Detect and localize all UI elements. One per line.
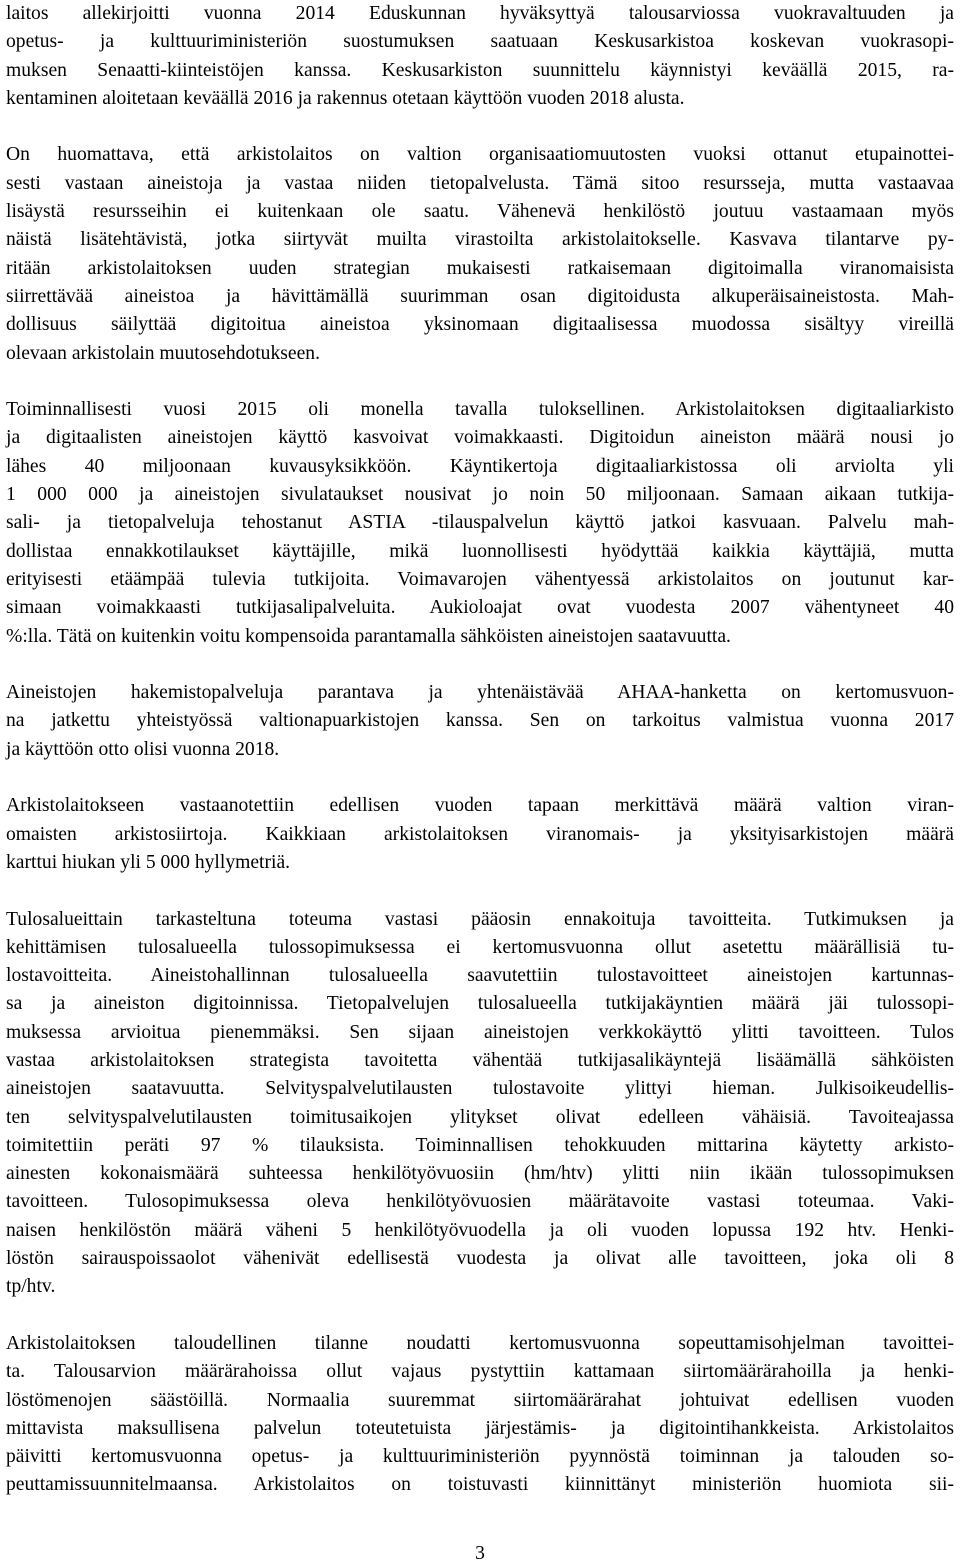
text-line: kehittämisen tulosalueella tulossopimuksessa ei kertomusvuonna ollut asetettu määrällisiä tu-: [6, 936, 954, 958]
text-line: päivitti kertomusvuonna opetus- ja kulttuuriministeriön pyynnöstä toiminnan ja talouden so-: [6, 1446, 954, 1468]
text-line: naisen henkilöstön määrä väheni 5 henkilötyövuodella ja oli vuoden lopussa 192 htv. Henki-: [6, 1219, 954, 1241]
text-line: omaisten arkistosiirtoja. Kaikkiaan arkistolaitoksen viranomais- ja yksityisarkistojen määrä: [6, 823, 954, 845]
text-line: toimitettiin peräti 97 % tilauksista. Toiminnallisen tehokkuuden mittarina käytetty arkisto-: [6, 1134, 954, 1156]
text-line: lostavoitteita. Aineistohallinnan tulosalueella saavutettiin tulostavoitteet aineistojen kartunnas-: [6, 965, 954, 987]
text-line: 1 000 000 ja aineistojen sivulataukset nousivat jo noin 50 miljoonaan. Samaan aikaan tutkija-: [6, 484, 954, 506]
text-line: Arkistolaitoksen taloudellinen tilanne noudatti kertomusvuonna sopeuttamisohjelman tavoittei-: [6, 1332, 954, 1354]
text-line: muksen Senaatti-kiinteistöjen kanssa. Keskusarkiston suunnittelu käynnistyi keväällä 2015, ra-: [6, 59, 954, 81]
text-line: Aineistojen hakemistopalveluja parantava ja yhtenäistävää AHAA-hanketta on kertomusvuon-: [6, 682, 954, 704]
text-line: sali- ja tietopalveluja tehostanut ASTIA -tilauspalvelun käyttö jatkoi kasvuaan. Palvelu mah-: [6, 512, 954, 534]
text-line: ja käyttöön otto olisi vuonna 2018.: [6, 738, 280, 760]
text-line: erityisesti etäämpää tulevia tutkijoita. Voimavarojen vähentyessä arkistolaitos on joutunut kar-: [6, 568, 954, 590]
text-line: On huomattava, että arkistolaitos on valtion organisaatiomuutosten vuoksi ottanut etupainottei-: [6, 144, 954, 166]
paragraph-gap: [6, 368, 954, 396]
paragraph-gap: [6, 877, 954, 905]
paragraph: [6, 0, 954, 113]
text-line: aineistojen saatavuutta. Selvityspalvelutilausten tulostavoite ylittyi hieman. Julkisoikeudellis-: [6, 1078, 954, 1100]
text-line: peuttamissuunnitelmaansa. Arkistolaitos on toistuvasti kiinnittänyt ministeriön huomiota sii-: [6, 1474, 954, 1496]
text-line: muksessa arvioitua pienemmäksi. Sen sijaan aineistojen verkkokäyttö ylitti tavoitteen. Tulos: [6, 1021, 954, 1043]
text-line: simaan voimakkaasti tutkijasalipalveluita. Aukioloajat ovat vuodesta 2007 vähentyneet 40: [6, 597, 954, 619]
paragraph: [6, 906, 954, 1302]
text-line: ainesten kokonaismäärä suhteessa henkilötyövuosiin (hm/htv) ylitti niin ikään tulossopimuksen: [6, 1163, 954, 1185]
text-line: Arkistolaitokseen vastaanotettiin edellisen vuoden tapaan merkittävä määrä valtion viran-: [6, 795, 954, 817]
text-line: lisäystä resursseihin ei kuitenkaan ole saatu. Vähenevä henkilöstö joutuu vastaamaan myös: [6, 201, 954, 223]
paragraph: [6, 396, 954, 651]
text-line: karttui hiukan yli 5 000 hyllymetriä.: [6, 851, 291, 873]
paragraph: [6, 792, 954, 877]
paragraph: [6, 141, 954, 367]
text-line: kentaminen aloitetaan keväällä 2016 ja rakennus otetaan käyttöön vuoden 2018 alusta.: [6, 87, 685, 109]
text-line: na jatkettu yhteistyössä valtionapuarkistojen kanssa. Sen on tarkoitus valmistua vuonna 2017: [6, 710, 954, 732]
text-line: ja digitaalisten aineistojen käyttö kasvoivat voimakkaasti. Digitoidun aineiston määrä nousi jo: [6, 427, 954, 449]
text-line: lähes 40 miljoonaan kuvausyksikköön. Käyntikertoja digitaaliarkistossa oli arviolta yli: [6, 455, 954, 477]
text-line: tp/htv.: [6, 1276, 56, 1298]
text-line: opetus- ja kulttuuriministeriön suostumuksen saatuaan Keskusarkistoa koskevan vuokrasopi-: [6, 31, 954, 53]
text-line: dollistaa ennakkotilaukset käyttäjille, mikä luonnollisesti hyödyttää kaikkia käyttäjiä, mutta: [6, 540, 954, 562]
text-line: löstön sairauspoissaolot vähenivät edellisestä vuodesta ja olivat alle tavoitteen, joka oli 8: [6, 1248, 954, 1270]
text-line: vastaa arkistolaitoksen strategista tavoitetta vähentää tutkijasalikäyntejä lisäämällä sähköisten: [6, 1049, 954, 1071]
paragraph-gap: [6, 113, 954, 141]
text-line: %:lla. Tätä on kuitenkin voitu kompensoida parantamalla sähköisten aineistojen saatavuutta.: [6, 625, 731, 647]
page-number: 3: [475, 1543, 485, 1564]
text-line: löstömenojen säästöillä. Normaalia suuremmat siirtomäärärahat johtuivat edellisen vuoden: [6, 1389, 954, 1411]
paragraph-gap: [6, 1302, 954, 1330]
text-line: ritään arkistolaitoksen uuden strategian mukaisesti ratkaisemaan digitoimalla viranomaisista: [6, 257, 954, 279]
text-line: näistä lisätehtävistä, jotka siirtyvät muilta virastoilta arkistolaitokselle. Kasvava tilantarve py-: [6, 229, 954, 251]
text-line: olevaan arkistolain muutosehdotukseen.: [6, 342, 320, 364]
text-line: tavoitteen. Tulosopimuksessa oleva henkilötyövuosien määrätavoite vastasi toteumaa. Vaki-: [6, 1191, 954, 1213]
text-line: laitos allekirjoitti vuonna 2014 Eduskunnan hyväksyttyä talousarviossa vuokravaltuuden ja: [6, 3, 954, 24]
text-line: ten selvityspalvelutilausten toimitusaikojen ylitykset olivat edelleen vähäisiä. Tavoiteajassa: [6, 1106, 954, 1128]
document-page: [6, 0, 954, 1568]
paragraph-gap: [6, 764, 954, 792]
text-line: Toiminnallisesti vuosi 2015 oli monella tavalla tuloksellinen. Arkistolaitoksen digitaaliarkisto: [6, 399, 954, 421]
body-text: [6, 0, 954, 1500]
text-line: Tulosalueittain tarkasteltuna toteuma vastasi pääosin ennakoituja tavoitteita. Tutkimuksen ja: [6, 908, 954, 930]
paragraph: [6, 1330, 954, 1500]
text-line: sa ja aineiston digitoinnissa. Tietopalvelujen tulosalueella tutkijakäyntien määrä jäi tulossopi-: [6, 993, 954, 1015]
text-line: ta. Talousarvion määrärahoissa ollut vajaus pystyttiin kattamaan siirtomäärärahoilla ja henki-: [6, 1361, 954, 1383]
text-line: sesti vastaan aineistoja ja vastaa niiden tietopalvelusta. Tämä sitoo resursseja, mutta vastaavaa: [6, 172, 954, 194]
paragraph: [6, 679, 954, 764]
text-line: dollisuus säilyttää digitoitua aineistoa yksinomaan digitaalisessa muodossa sisältyy vireillä: [6, 314, 954, 336]
text-line: siirrettävää aineistoa ja hävittämällä suurimman osan digitoidusta alkuperäisaineistosta. Mah-: [6, 285, 954, 307]
text-line: mittavista maksullisena palvelun toteutetuista järjestämis- ja digitointihankkeista. Arkistolaitos: [6, 1417, 954, 1439]
paragraph-gap: [6, 651, 954, 679]
